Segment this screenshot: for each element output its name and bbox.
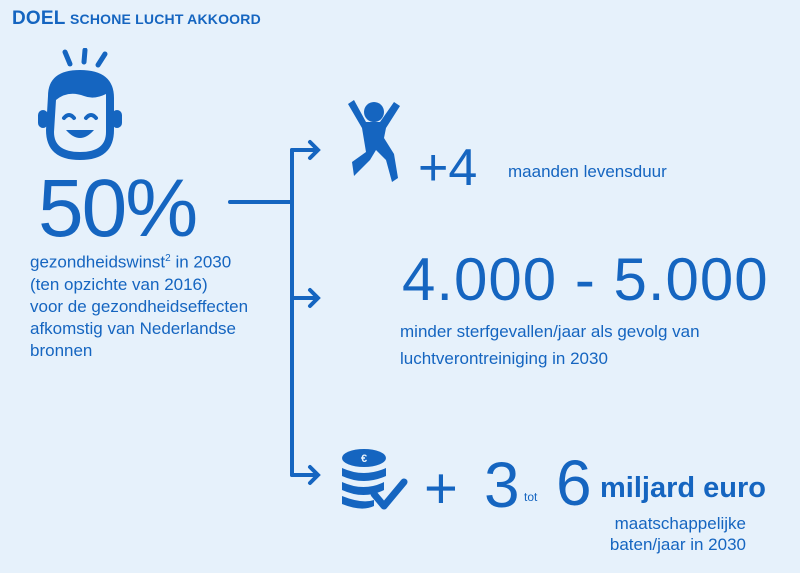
benefit-unit: miljard euro (600, 472, 766, 504)
svg-text:€: € (360, 453, 368, 465)
deaths-label-line1: minder sterfgevallen/jaar als gevolg van (400, 322, 700, 341)
benefit-tot-label: tot (524, 490, 538, 504)
benefit-label (586, 513, 746, 555)
desc-line4: afkomstig van Nederlandse (30, 318, 237, 338)
benefit-plus-sign: + (424, 456, 458, 521)
deaths-label (400, 318, 770, 372)
benefit-label-line1: maatschappelijke (614, 514, 746, 533)
euro-coins-check-icon (338, 446, 408, 516)
desc-line1-prefix: gezondheidswinst (30, 252, 166, 272)
life-gain-label: maanden levensduur (508, 162, 667, 181)
desc-line5: bronnen (30, 340, 93, 360)
jumping-person-icon (340, 98, 402, 186)
footnote-marker: 2 (165, 253, 171, 264)
desc-line1-suffix: in 2030 (170, 252, 232, 272)
desc-line2: (ten opzichte van 2016) (30, 274, 208, 294)
deaths-range-value: 4.000 - 5.000 (402, 246, 769, 313)
title-main: DOEL (12, 8, 66, 29)
desc-line3: voor de gezondheidseffecten (30, 296, 249, 316)
deaths-label-line2: luchtverontreiniging in 2030 (400, 349, 608, 368)
life-gain-value: +4 (418, 139, 478, 197)
benefit-label-line2: baten/jaar in 2030 (609, 535, 746, 554)
benefit-to-value: 6 (556, 447, 592, 519)
health-gain-percent: 50% (38, 163, 197, 254)
benefit-from-value: 3 (484, 449, 520, 521)
title-sub: SCHONE LUCHT AKKOORD (69, 11, 261, 27)
